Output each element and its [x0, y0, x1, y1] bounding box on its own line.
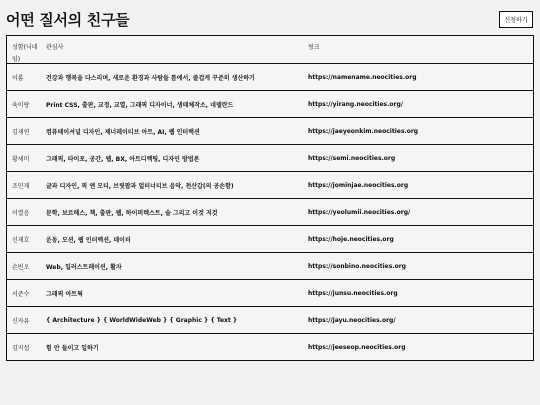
table-row: [7, 199, 533, 226]
member-interests: 힘 안 들이고 일하기: [46, 344, 99, 352]
member-name: 손빈오: [12, 263, 30, 271]
header-name: 성함(닉네임): [12, 44, 38, 63]
member-interests: 컴퓨테이셔널 디자인, 제너레이티브 아트, AI, 웹 인터랙션: [46, 128, 200, 136]
member-link[interactable]: https://hoje.neocities.org: [308, 235, 394, 243]
table-row: [7, 226, 533, 253]
member-interests: { Architecture } { WorldWideWeb } { Graphic } { Text }: [46, 316, 238, 324]
member-link[interactable]: https://jayu.neocities.org/: [308, 316, 396, 324]
table-row: [7, 280, 533, 307]
header-link: 링크: [308, 44, 320, 51]
member-name: 김지섭: [12, 344, 30, 352]
table-row: [7, 91, 533, 118]
table-row: [7, 253, 533, 280]
header-interests: 관심사: [46, 44, 64, 51]
member-interests: 그래픽, 타이포, 공간, 웹, BX, 아트디렉팅, 디자인 방법론: [46, 155, 200, 163]
member-link[interactable]: https://yirang.neocities.org/: [308, 100, 403, 108]
member-interests: 건강과 행복을 다스리며, 새로운 환경과 사람들 틈에서, 즐겁게 꾸준히 생산하기: [46, 74, 255, 82]
member-link[interactable]: https://yeolumii.neocities.org/: [308, 208, 411, 216]
table-row: [7, 334, 533, 361]
member-name: 육이랑: [12, 101, 30, 109]
table-row: [7, 307, 533, 334]
member-name: 김재연: [12, 128, 30, 136]
member-interests: 문학, 보르헤스, 책, 출판, 웹, 하이퍼텍스트, 술 그리고 이것 저것: [46, 209, 218, 217]
member-link-cell: [308, 317, 533, 324]
table-row: [7, 172, 533, 199]
member-interests: 글과 디자인, 픽 앤 모티, 브릿팝과 얼터너티브 음악, 천산갑(의 공손함): [46, 182, 234, 190]
members-table: [6, 35, 534, 361]
member-link-cell: [308, 209, 533, 216]
member-interests: 그래픽 아트웍: [46, 290, 83, 298]
member-name: 이열음: [12, 209, 30, 217]
member-link-cell: [308, 155, 533, 162]
member-link-cell: [308, 128, 533, 135]
member-name: 이롬: [12, 74, 24, 82]
member-name: 신재호: [12, 236, 30, 244]
member-name: 서준수: [12, 290, 30, 298]
member-link[interactable]: https://jeeseop.neocities.org: [308, 343, 406, 351]
member-interests: 운동, 모션, 웹 인터랙션, 데이터: [46, 236, 131, 244]
member-link-cell: [308, 74, 533, 81]
table-row: [7, 145, 533, 172]
member-link-cell: [308, 290, 533, 297]
member-interests: Web, 일러스트레이션, 활자: [46, 263, 122, 271]
table-row: [7, 118, 533, 145]
table-body: [7, 64, 533, 361]
member-link[interactable]: https://sonbino.neocities.org: [308, 262, 406, 270]
member-link-cell: [308, 344, 533, 351]
member-link-cell: [308, 101, 533, 108]
member-link-cell: [308, 236, 533, 243]
apply-button[interactable]: 신청하기: [499, 11, 533, 28]
table-header-row: [7, 36, 533, 64]
member-link[interactable]: https://jaeyeonkim.neocities.org: [308, 127, 419, 135]
member-link[interactable]: https://semi.neocities.org: [308, 154, 396, 162]
member-name: 신자유: [12, 317, 30, 325]
member-interests: Print CSS, 출판, 교정, 교열, 그래픽 디자이너, 생태체작소, 네델란드: [46, 101, 234, 109]
member-name: 황세미: [12, 155, 30, 163]
member-link[interactable]: https://jominjae.neocities.org: [308, 181, 409, 189]
member-link-cell: [308, 263, 533, 270]
table-row: [7, 64, 533, 91]
member-link-cell: [308, 182, 533, 189]
page-title: 어떤 질서의 친구들: [6, 11, 130, 29]
member-link[interactable]: https://namename.neocities.org: [308, 73, 417, 81]
member-name: 조민재: [12, 182, 30, 190]
member-link[interactable]: https://junsu.neocities.org: [308, 289, 398, 297]
